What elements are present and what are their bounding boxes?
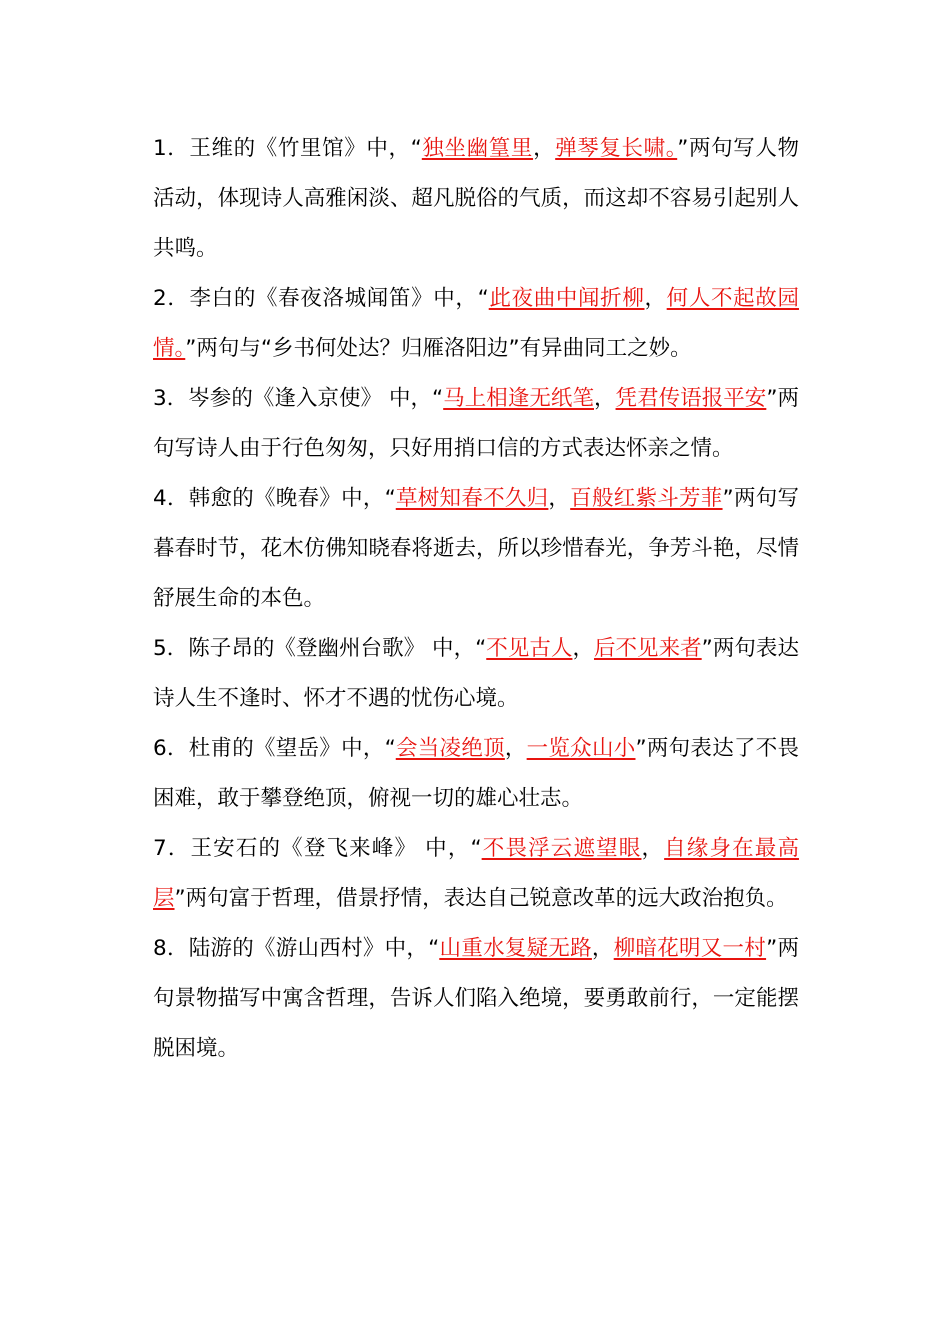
question-item-3 — [153, 374, 799, 474]
item-separator: ， — [591, 936, 614, 961]
answer-line-2: 弹琴复长啸。 — [555, 136, 678, 161]
answer-line-1: 此夜曲中闻折柳 — [488, 286, 645, 311]
item-separator: ， — [641, 836, 665, 861]
item-text: 1．王维的《竹里馆》中，“ — [153, 136, 422, 161]
item-text: ”两句写人物活动，体现诗人高雅闲淡、超凡脱俗的气质，而这却不容易引起别人共鸣。 — [153, 136, 799, 261]
answer-line-2: 凭君传语报平安 — [615, 386, 767, 411]
item-text: 6．杜甫的《望岳》中，“ — [153, 736, 396, 761]
item-separator: ， — [594, 386, 616, 411]
item-text: 7．王安石的《登飞来峰》 中，“ — [153, 836, 482, 861]
answer-line-1: 山重水复疑无路 — [439, 936, 592, 961]
question-item-8 — [153, 924, 799, 1074]
item-text: ”两句景物描写中寓含哲理，告诉人们陷入绝境，要勇敢前行，一定能摆脱困境。 — [153, 936, 799, 1061]
answer-line-1: 不见古人 — [486, 636, 573, 661]
item-separator: ， — [548, 486, 571, 511]
answer-line-1: 不畏浮云遮望眼 — [481, 836, 642, 861]
item-text: 2．李白的《春夜洛城闻笛》中，“ — [153, 286, 489, 311]
item-text: ”两句写暮春时节，花木仿佛知晓春将逝去，所以珍惜春光，争芳斗艳，尽情舒展生命的本色。 — [153, 486, 799, 611]
answer-line-2: 自缘身在最高层 — [153, 836, 799, 911]
answer-line-2: 后不见来者 — [593, 636, 702, 661]
item-text: 5．陈子昂的《登幽州台歌》 中，“ — [153, 636, 487, 661]
question-item-4 — [153, 474, 799, 624]
item-text: 3．岑参的《逢入京使》 中，“ — [153, 386, 444, 411]
item-text: ”两句写诗人由于行色匆匆，只好用捎口信的方式表达怀亲之情。 — [153, 386, 799, 461]
item-separator: ， — [572, 636, 594, 661]
item-text: ”两句富于哲理，借景抒情，表达自己锐意改革的远大政治抱负。 — [174, 886, 788, 911]
item-separator: ， — [504, 736, 527, 761]
item-text: ”两句表达诗人生不逢时、怀才不遇的忧伤心境。 — [153, 636, 799, 711]
question-item-7 — [153, 824, 799, 924]
answer-line-1: 会当凌绝顶 — [395, 736, 505, 761]
question-item-1 — [153, 124, 799, 274]
item-text: 4．韩愈的《晚春》中，“ — [153, 486, 396, 511]
answer-line-1: 草树知春不久归 — [395, 486, 549, 511]
item-separator: ， — [533, 136, 556, 161]
answer-line-1: 马上相逢无纸笔 — [443, 386, 594, 411]
answer-line-2: 柳暗花明又一村 — [613, 936, 767, 961]
question-item-6 — [153, 724, 799, 824]
answer-line-2: 何人不起故园情。 — [153, 286, 799, 361]
item-text: ”两句表达了不畏困难，敢于攀登绝顶，俯视一切的雄心壮志。 — [153, 736, 799, 811]
item-text: ”两句与“乡书何处达？归雁洛阳边”有异曲同工之妙。 — [185, 336, 692, 361]
item-separator: ， — [644, 286, 667, 311]
answer-line-2: 百般红紫斗芳菲 — [570, 486, 723, 511]
question-item-2 — [153, 274, 799, 374]
document-page — [153, 124, 799, 1074]
item-text: 8．陆游的《游山西村》中，“ — [153, 936, 440, 961]
answer-line-2: 一览众山小 — [526, 736, 636, 761]
answer-line-1: 独坐幽篁里 — [421, 136, 534, 161]
question-item-5 — [153, 624, 799, 724]
